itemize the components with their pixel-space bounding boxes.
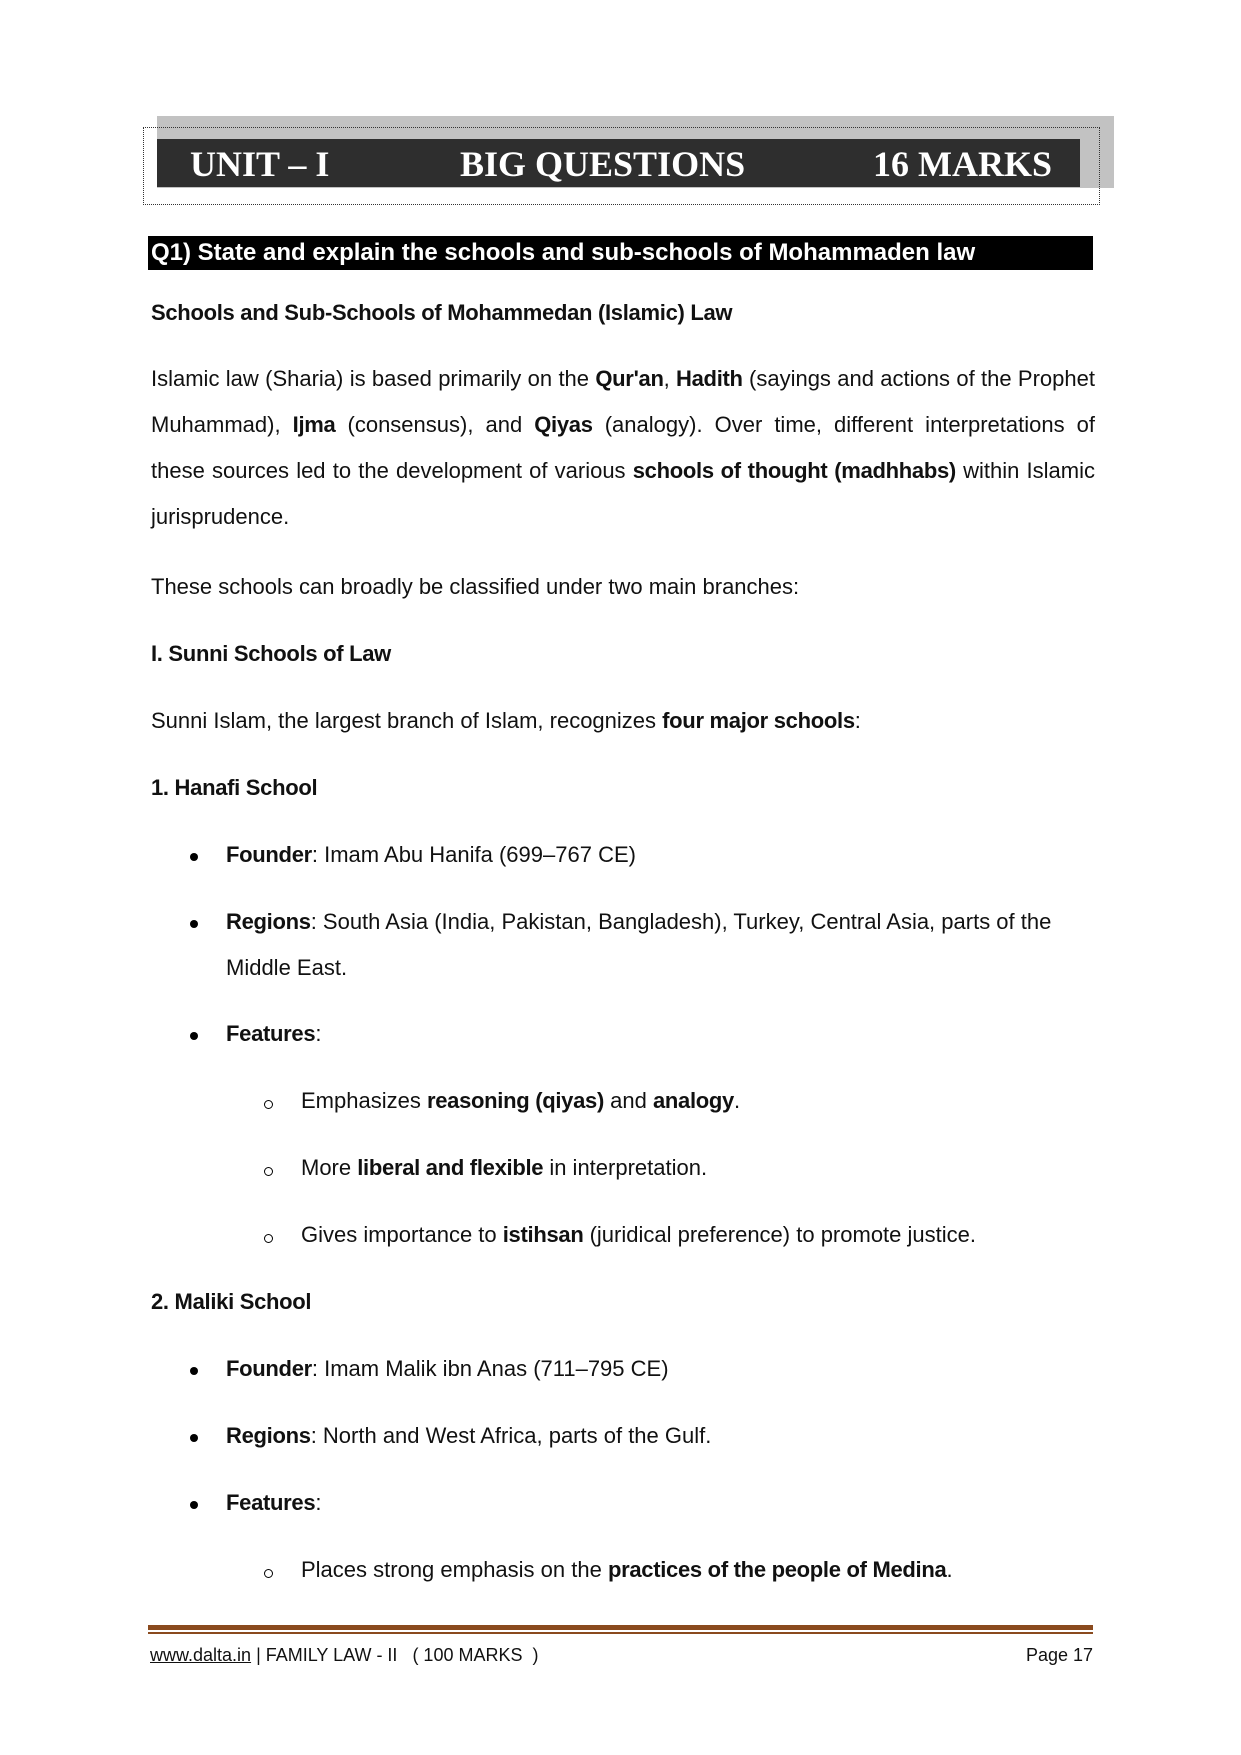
unit-banner — [157, 139, 1080, 187]
intro-paragraph: Islamic law (Sharia) is based primarily on the Qur'an, Hadith (sayings and actions of the Prophet Muhammad), Ijma (consensus), and Qiyas (analogy). Over time, different interpretations of these sources led to the development of various schools of thought (madhhabs) within Islamic jurisprudence. — [151, 366, 1096, 529]
bullet-dot — [190, 1501, 198, 1509]
hanafi-heading: 1. Hanafi School — [151, 775, 318, 800]
maliki-heading: 2. Maliki School — [151, 1289, 312, 1314]
footer-course: | FAMILY LAW - II ( 100 MARKS ) — [251, 1645, 539, 1665]
sub-bullet — [264, 1569, 273, 1578]
bullet-dot — [190, 1032, 198, 1040]
bullet-dot — [190, 853, 198, 861]
bullet-dot — [190, 1434, 198, 1442]
footer-rule-thin — [148, 1632, 1093, 1634]
page-number: Page 17 — [1025, 1645, 1093, 1665]
sunni-heading: I. Sunni Schools of Law — [151, 641, 391, 666]
sub-bullet — [264, 1167, 273, 1176]
maliki-feature-1: Places strong emphasis on the practices of the people of Medina. — [301, 1557, 953, 1582]
hanafi-regions: Regions: South Asia (India, Pakistan, Bangladesh), Turkey, Central Asia, parts of the — [226, 909, 1052, 934]
maliki-regions: Regions: North and West Africa, parts of the Gulf. — [226, 1423, 712, 1448]
section-subheading: Schools and Sub-Schools of Mohammedan (Islamic) Law — [151, 300, 733, 325]
banner-unit: UNIT – I — [190, 144, 330, 184]
bullet-dot — [190, 920, 198, 928]
page-footer — [150, 1645, 1093, 1666]
hanafi-regions-cont: Middle East. — [226, 955, 348, 980]
banner-marks: 16 MARKS — [873, 144, 1052, 184]
hanafi-features-label: Features: — [226, 1021, 322, 1046]
maliki-founder: Founder: Imam Malik ibn Anas (711–795 CE) — [226, 1356, 669, 1381]
sub-bullet — [264, 1100, 273, 1109]
footer-site-link[interactable]: www.dalta.in — [150, 1645, 252, 1665]
banner-title: BIG QUESTIONS — [460, 144, 746, 184]
hanafi-feature-3: Gives importance to istihsan (juridical preference) to promote justice. — [301, 1222, 976, 1247]
bullet-dot — [190, 1367, 198, 1375]
branches-line: These schools can broadly be classified under two main branches: — [151, 574, 800, 599]
hanafi-founder: Founder: Imam Abu Hanifa (699–767 CE) — [226, 842, 636, 867]
maliki-features-label: Features: — [226, 1490, 322, 1515]
hanafi-feature-1: Emphasizes reasoning (qiyas) and analogy. — [301, 1088, 741, 1113]
hanafi-feature-2: More liberal and flexible in interpretation. — [301, 1155, 708, 1180]
sub-bullet — [264, 1234, 273, 1243]
footer-rule — [148, 1625, 1093, 1630]
question-heading: Q1) State and explain the schools and sub-schools of Mohammaden law — [148, 236, 1093, 270]
sunni-intro: Sunni Islam, the largest branch of Islam, recognizes four major schools: — [151, 708, 861, 733]
